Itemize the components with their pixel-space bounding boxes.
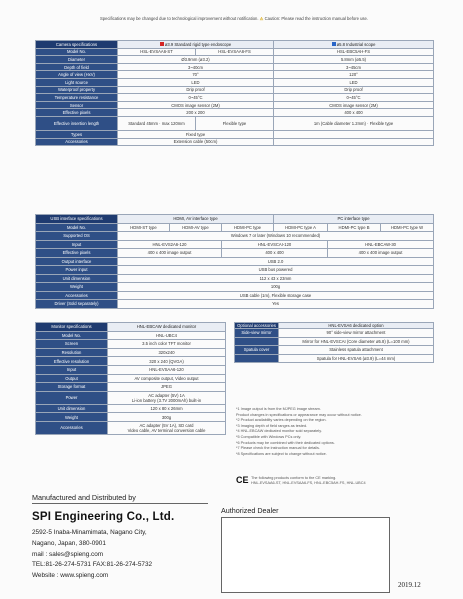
usb-driver-label: Driver (Sold separately) xyxy=(36,300,118,309)
warning-icon: ⚠ xyxy=(259,16,264,21)
table-row: Light source LED LED xyxy=(36,78,434,86)
table-row: Sensor CMOS image sensor (2M) CMOS image sensor (2M) xyxy=(36,101,434,109)
usb-model: HDMI-PC type xyxy=(222,223,274,232)
monitor-input: HNL-EVSAA6-120 xyxy=(108,365,226,374)
company-website: Website : www.spieng.com xyxy=(32,572,109,580)
list-item: *4 HNL-EBCAW dedicated monitor sold separately. xyxy=(236,429,322,434)
manufacturer-label: Manufactured and Distributed by xyxy=(32,493,136,502)
authorized-dealer-label: Authorized Dealer xyxy=(221,506,279,515)
monitor-spec-table: Monitor specifications HNL-EBCAW dedicated monitor Model No. HNL-UBC4 Screen 3.5 inch color TFT monitor Resolution 320x240 Effective resolution 320 x 240 (QVGA) Input HNL-EVSAA6-120 Output AV composite output, Video output Storage format JPEG Power AC adapter (5V) 1A Li-ion battery (3.7V 2000mAh) built-in Unit dimension 120 x 80 x 26mm Weight 300g Accessories AC adapter (5V 1A), SD card Video cable, AV terminal conversion cable xyxy=(35,322,226,435)
table-row: Spatula for HNL-EVSA6 (ø3.9) (L=44 mm) xyxy=(235,354,434,363)
list-item: *1 Image output is from the MJPEG image stream. xyxy=(236,407,321,411)
camera-length-b: 1m (Cable diameter 1.2mm) · Flexible type xyxy=(274,116,434,130)
usb-pixels-c: 400 x 400 image output xyxy=(328,249,434,258)
list-item: Product changes in specifications or appearance may occur without notice. xyxy=(236,412,362,417)
usb-spec-table xyxy=(35,214,434,309)
ce-text: The following products conform to the CE marking. HNL-EVSAA6-ST, HNL-EVSAA6-FS, HNL-EBC5AH-FS, HNL-UBC4 xyxy=(251,476,366,485)
red-square-icon xyxy=(160,42,164,46)
options-table xyxy=(234,322,434,363)
usb-input-b: HNL-EVSCAI-120 xyxy=(222,240,328,249)
usb-model-label: Model No. xyxy=(36,223,118,232)
usb-model: HDMI-PC type A xyxy=(274,223,328,232)
options-head: Optional accessories xyxy=(235,323,279,329)
usb-input-c: HNL-EBCAW-30 xyxy=(328,240,434,249)
ce-mark-icon: CE xyxy=(236,475,249,485)
table-row: Mirror for HNL-EVSCAI (Core diameter ø5.8) (L=100 mm) xyxy=(235,337,434,346)
camera-model-a2: HSL-EVSAA6-FS xyxy=(196,48,274,56)
company-mail: mail : sales@spieng.com xyxy=(32,550,104,558)
table-row: Side-view mirror 90° side-view mirror attachment xyxy=(235,329,434,338)
table-row: Temperature resistance 0~45°C 0~45°C xyxy=(36,94,434,102)
top-note: Specifications may be changed due to technological improvement without notification. ⚠ Caution: Please read the instruction manual before use. xyxy=(100,16,368,21)
usb-model: HDMI-AV type xyxy=(170,223,222,232)
monitor-dims: 120 x 80 x 26mm xyxy=(108,404,226,413)
divider xyxy=(32,503,208,504)
usb-input-a: HNL-EVS2A6-120 xyxy=(118,240,222,249)
usb-pixels-b: 400 x 400 xyxy=(222,249,328,258)
usb-pixels-a: 400 x 400 image output xyxy=(118,249,222,258)
camera-accessories-a: Extension cable (50cm) xyxy=(118,138,274,146)
usb-output: USB 2.0 xyxy=(118,257,434,266)
usb-acc: USB cable (1m), Flexible storage case xyxy=(118,291,434,300)
table-row: Depth of field 3~40cm 3~45cm xyxy=(36,63,434,71)
camera-spec-head: Camera specifications xyxy=(36,41,118,49)
usb-driver: Yes xyxy=(118,300,434,309)
list-item: *5 Compatible with Windows PCs only. xyxy=(236,434,302,439)
camera-accessories-b xyxy=(274,138,434,146)
company-tel: TEL:81-26-274-5731 FAX:81-26-274-5732 xyxy=(32,561,153,569)
monitor-model: HNL-UBC4 xyxy=(108,331,226,340)
monitor-spec-head: Monitor specifications xyxy=(36,323,108,332)
publication-date: 2019.12 xyxy=(398,581,421,589)
table-row: Effective pixels 200 x 200 400 x 400 xyxy=(36,109,434,117)
camera-accessories-label: Accessories xyxy=(36,138,118,146)
list-item: *3 Imaging depth of field ranges as tested. xyxy=(236,423,308,428)
options-head-val: HNL-EVSA6 dedicated option xyxy=(279,323,434,329)
footnotes xyxy=(236,407,436,457)
list-item: *6 Products may be combined with their dedicated options. xyxy=(236,440,335,445)
usb-output-label: Output interface xyxy=(36,257,118,266)
monitor-eff: 320 x 240 (QVGA) xyxy=(108,357,226,366)
usb-col-a-title: HDMI, AV interface type xyxy=(118,215,274,224)
list-item: *8 Specifications are subject to change without notice. xyxy=(236,451,327,456)
usb-os: Windows 7 or later (Windows 10 recommended) xyxy=(118,232,434,241)
usb-model: HDMI-PC type W xyxy=(381,223,434,232)
company-name: SPI Engineering Co., Ltd. xyxy=(32,511,175,523)
camera-model-b: HSL-EBC5AH-FS xyxy=(274,48,434,56)
monitor-head-val: HNL-EBCAW dedicated monitor xyxy=(108,323,226,332)
camera-model-a1: HSL-EVSAA6-ST xyxy=(118,48,196,56)
table-row: Waterproof property Drip proof Drip proof xyxy=(36,86,434,94)
camera-length-a-flex: Flexible type xyxy=(196,116,274,130)
camera-col-a-title: ø3.9 Standard rigid type endoscope xyxy=(118,41,274,49)
camera-types-b xyxy=(274,130,434,138)
monitor-weight: 300g xyxy=(108,413,226,422)
camera-spec-table xyxy=(35,40,434,146)
monitor-res: 320x240 xyxy=(108,348,226,357)
monitor-acc: AC adapter (5V 1A), SD card Video cable, AV terminal conversion cable xyxy=(108,421,226,434)
usb-pixels-label: Effective pixels xyxy=(36,249,118,258)
usb-weight-label: Weight xyxy=(36,283,118,292)
usb-acc-label: Accessories xyxy=(36,291,118,300)
camera-length-a: Standard 45mm · max 120mm xyxy=(118,116,196,130)
table-row: Diameter Ø3.9mm (ø3.2) 5.8mm (ø5.5) xyxy=(36,56,434,64)
camera-types-a: Fixed type xyxy=(118,130,274,138)
usb-os-label: Supported OS xyxy=(36,232,118,241)
camera-length-label: Effective insertion length xyxy=(36,116,118,130)
company-address: 2592-5 Inaba-Minamimata, Nagano City, Nagano, Japan, 380-0901 mail : sales@spieng.com TEL:81-26-274-5731 FAX:81-26-274-5732 Website : www.spieng.com xyxy=(32,528,152,582)
usb-power: USB bus powered xyxy=(118,266,434,275)
usb-dims: 112 x 43 x 23mm xyxy=(118,274,434,283)
usb-model: HDMI-ST type xyxy=(118,223,170,232)
monitor-power: AC adapter (5V) 1A Li-ion battery (3.7V 2000mAh) built-in xyxy=(108,391,226,404)
authorized-dealer-box xyxy=(221,517,390,593)
usb-input-label: Input xyxy=(36,240,118,249)
blue-square-icon xyxy=(332,42,336,46)
camera-col-b-title: ø5.8 Industrial scope xyxy=(274,41,434,49)
usb-col-b-title: PC interface type xyxy=(274,215,434,224)
usb-dims-label: Unit dimension xyxy=(36,274,118,283)
camera-model-label: Model No. xyxy=(36,48,118,56)
monitor-storage: JPEG xyxy=(108,383,226,392)
list-item: *7 Please check the instruction manual for details. xyxy=(236,446,320,451)
usb-spec-head: USB interface specifications xyxy=(36,215,118,224)
usb-weight: 100g xyxy=(118,283,434,292)
usb-power-label: Power input xyxy=(36,266,118,275)
camera-types-label: Types xyxy=(36,130,118,138)
monitor-screen: 3.5 inch color TFT monitor xyxy=(108,340,226,349)
table-row: Spatula cover Stainless spatula attachment xyxy=(235,346,434,355)
list-item: *2 Product availability varies depending on the region. xyxy=(236,418,327,423)
table-row: Angle of view (HxV) 70° 120° xyxy=(36,71,434,79)
usb-model: HDMI-PC type B xyxy=(328,223,381,232)
monitor-output: AV composite output, Video output xyxy=(108,374,226,383)
